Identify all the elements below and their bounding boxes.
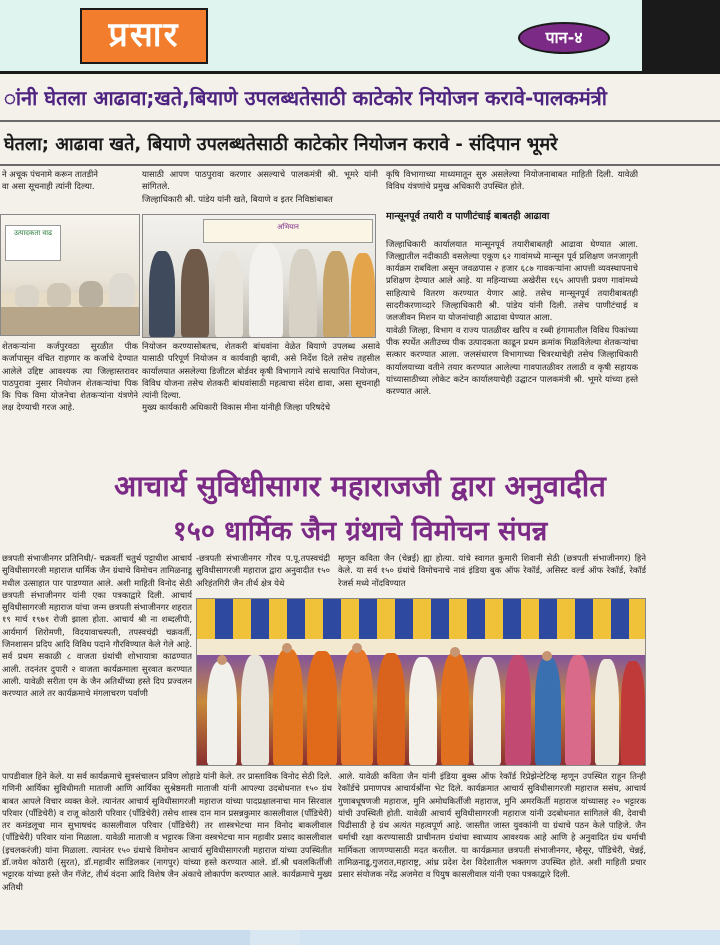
person-figure <box>289 249 317 338</box>
masthead <box>0 0 720 74</box>
person-figure <box>249 243 283 338</box>
table-front <box>1 307 140 336</box>
person-figure <box>595 659 619 766</box>
official-figure <box>15 285 39 307</box>
event-banner: अभियान <box>203 219 373 243</box>
person-figure <box>341 649 373 766</box>
official-figure <box>79 281 103 307</box>
newspaper-logo: प्रसार <box>80 8 208 64</box>
page-number-badge: पान-४ <box>518 22 610 54</box>
story2-col2: -छत्रपती संभाजीनगर गौरव प.पू.तपस्वचंद्री सुविधीसागरजी महाराज द्वारा अनुवादीत १५० अरिहंतगिरी जैन तीर्थ क्षेत्र येथे <box>196 553 330 588</box>
person-figure <box>351 253 375 338</box>
story1-col1-bottom: शेतकऱ्यांना कर्जपुरवठा सुरळीत पीक कर्जापासून वंचित राहणार क कर्जाचे देण्यात आलेले उद्दिष्ट आवश्यक त्या जिल्हास्तरावर पाठपुरावा नुसार नियोजन शेतकऱ्यांचा पिक कि पिक विमा योजनेचा शेतकऱ्यांना यंत्रणेने लक्ष देण्याची गरज आहे. <box>2 341 138 413</box>
screen-banner: उत्पादकता वाढ <box>5 225 61 261</box>
person-figure <box>565 655 591 766</box>
story2-bottom-right: आले. यावेळी कविता जैन यांनी इंडिया बुक्स ऑफ रेकॉर्ड रिप्रेझेन्टेटिव्ह म्हणून उपस्थित राहून तिन्ही रेकॉर्डचे प्रमाणपत्र आचार्यश्रींना भेट दिले. कार्यक्रमात आचार्य सुविधीसागरजी महाराज ससंघ, आचार्य गुणाबधूषणजी महाराज, मुनि अमोघकिर्तीजी महाराज, मुनि अमरकिर्ती महाराज यांच्यासह २० भट्टारक यांची उपस्थिती होती. यावेळी आचार्य सुविधीसागरजी महाराज यांनी उदबोधनात सांगितले की, देवाची पिढीसाठी हे ग्रंथ अत्यंत महत्वपूर्ण आहे. जास्तीत जास्त युवकांनी या ग्रंथाचे पठन केले पाहिजे. जैन धर्माची रक्षा करण्यासाठी प्राचीनतम ग्रंथांचा स्वाध्याय आवश्यक आहे आणि हे अनुवादित ग्रंथ धर्माची मार्मिकता जाणण्यासाठी मदत करतील. या कार्यक्रमात छत्रपती संभाजीनगर, म्हैसूर, पॉंडिचेरी, चेन्नई, तामिळनाडू,गुजरात,महाराष्ट्र, आंध्र प्रदेश देश विदेशातील भक्तगण उपस्थित होते. अशी माहिती प्रचार प्रसार संयोजक नरेंद्र अजमेरा व पियुष कासलीवाल यांनी एका पत्रकाद्वारे दिली. <box>338 771 646 880</box>
footer-strip <box>0 930 720 945</box>
felicitation-photo <box>142 214 376 338</box>
person-figure <box>149 251 175 338</box>
story1-col3-text: जिल्हाधिकारी कार्यालयात मान्सूनपूर्व तयारीबाबतही आढावा घेण्यात आला. जिल्ह्यातील नदीकाठी वसलेल्या एकूण ६२ गावांमध्ये मान्सून पूर्व प्रशिक्षण जनजागृती कार्यक्रम राबविला असून जवळपास २ हजार ६८७ गावकऱ्यांना आपत्ती व्यवस्थापनाचे प्रशिक्षण देण्यात आले आहे. या महिन्याच्या अखेरीस १६५ आपत्ती प्रवण गावांमध्ये साहित्याचे वितरण करण्यात येणार आहे. तसेच मान्सूनपूर्व तयारीबाबतही सादरीकरणाव्दारे जिल्हाधिकारी श्री. पांडेय यांनी दिली. तसेच पाणीटंचाई व जलजीवन मिशन या योजनांचाही आढावा घेण्यात आला. यावेळी जिल्हा, विभाग व राज्य पातळीवर खरिप व रब्बी हंगामातील विविध पिकांच्या पीक स्पर्धेत अतीउच्च पीक उत्पादकता काढून प्रथम क्रमांक मिळविलेल्या शेतकऱ्यांचा सत्कार करण्यात आला. जलसंधारण विभागाच्या चित्ररथाचेही तसेच जिल्हाधिकारी कार्यालयाच्या वतीने तयार करण्यात आलेल्या गावपातळीवर तलाठी व कृषी सहायक यांच्यासाठीच्या लोकेट कटेन कार्यालयाचेही उद्घाटन पालकमंत्री श्री. भूमरे यांच्या हस्ते करण्यात आले. <box>386 238 638 397</box>
story1-col3-top: कृषि विभागाच्या माध्यमातून सुरु असलेल्या नियोजनाबाबत माहिती दिली. यावेळी विविध यंत्रणांचे प्रमुख अधिकारी उपस्थित होते. <box>386 169 638 192</box>
head <box>352 643 362 653</box>
story1-col2-bottom: नियोजन करण्यासोबतच, शेतकरी बांधवांना वेळेत बियाणे उपलब्ध असावे यासाठी परिपूर्ण नियोजन व कार्यवाही व्हावी, असे निर्देश दिले तसेच तहसील कार्यालयात असलेल्या डिजीटल बोर्डवर कृषी विभागाने त्यांचे सत्यापित नियोजन, विविध योजना तसेच शेतकरी बांधवांसाठी महत्वाचा संदेश द्यावा, असा सूचनाही त्यांनी दिल्या. मुख्य कार्यकारी अधिकारी विकास मीना यांनीही जिल्हा परिषदेचे <box>142 341 380 413</box>
person-figure <box>377 653 405 766</box>
person-figure <box>621 661 645 766</box>
person-figure <box>207 661 237 766</box>
person-figure <box>441 653 469 766</box>
main-headline <box>0 466 720 552</box>
story1-col1-top: ने अचूक पंचनामे करून तातडीने वा असा सूचनाही त्यांनी दिल्या. <box>2 169 98 192</box>
story2-bottom-left: पापडीवाल हिने केले. या सर्व कार्यक्रमाचे सुत्रसंचालन प्रविण लोहाडे यांनी केले. तर प्रास्ताविक विनोद सेठी दिले. गणिनी आर्यिका सुविधीमती माताजी आणि आर्यिका सुश्रेष्ठमती माताजी यांनी आपल्या उदबोधनात १५० ग्रंथ बाबत आपले विचार व्यक्त केले. त्यानंतर आचार्य सुविधीसागरजी महाराज यांच्या पादप्रक्षालनाचा मान सिरवाल परिवार (पॉंडिचेरी) व राजू कोठारी परिवार (पॉंडिचेरी) तसेच शास्त्र दान मान प्रसन्नकुमार कासलीवाल (पॉंडिचेरी) तर कमंडलूचा मान सुभाषचंद कासलीवाल परिवार (पॉंडिचेरी) तर शास्त्रभेटचा मान विनोद बाकलीवाल (पॉंडिचेरी) परिवार यांना मिळाला. यावेळी माताजी व भट्टारक जिना वस्त्रभेटचा मान महावीर प्रसाद कासलीवाल (इचलकरंजी) यांना मिळाला. त्यानंतर १५० ग्रंथाचे विमोचन आचार्य सुविधीसागरजी महाराज यांच्या उपस्थितीत डॉ.जयेश कोठारी (सुरत), डॉ.महावीर सांडिलकर (नागपुर) यांच्या हस्ते करण्यात आले. डॉ.श्री धवलकिर्तीजी भट्टारक यांच्या हस्ते जैन गॅजेट, तीर्थ वंदना आदि विशेष जैन अंकाचे लोकार्पण करण्यात आले. कार्यक्रमाचे मुख्य अतिथी <box>2 771 332 892</box>
divider <box>0 164 720 166</box>
stage-backdrop <box>197 639 646 655</box>
story1-subhead: मान्सूनपूर्व तयारी व पाणीटंचाई बाबतही आढावा <box>386 211 550 223</box>
masthead-edge <box>642 0 720 74</box>
headline-second: घेतला; आढावा खते, बियाणे उपलब्धतेसाठी काटेकोर नियोजन करावे - संदिपान भूमरे <box>4 134 558 155</box>
footer-block <box>0 930 250 945</box>
stage-canopy <box>197 599 646 639</box>
granth-release-photo <box>196 598 646 766</box>
story1-col3-body <box>386 198 638 456</box>
main-headline-line1: आचार्य सुविधीसागर महाराजजी द्वारा अनुवादीत <box>114 469 606 503</box>
story1-col2-top: यासाठी आपण पाठपुरावा करणार असल्याचे पालकमंत्री श्री. भूमरे यांनी सांगितले. जिल्हाधिकारी श्री. पांडेय यांनी खते, बियाणे व इतर निविष्ठांबाबत <box>142 169 378 204</box>
person-figure <box>535 657 561 766</box>
story2-col3: म्हणून कविता जैन (चेन्नई) ह्या होत्या. यांचे स्वागत कुमारी शिवानी सेठी (छत्रपती संभाजीनगर) हिने केले. या सर्व १५० ग्रंथांचे विमोचनाचे नावं इंडिया बुक ऑफ रेकॉर्ड, असिस्ट वर्ल्ड ऑफ रेकॉर्ड, रेकॉर्ड रेजर्स मध्ये नोंदविण्यात <box>338 553 646 588</box>
person-figure <box>241 655 269 766</box>
meeting-photo <box>0 214 140 336</box>
person-figure <box>505 655 531 766</box>
person-figure <box>181 249 209 338</box>
person-figure <box>215 251 243 338</box>
head <box>282 643 292 653</box>
headline-top: ांनी घेतला आढावा;खते,बियाणे उपलब्धतेसाठी काटेकोर नियोजन करावे-पालकमंत्री <box>4 86 607 110</box>
person-figure <box>307 651 337 766</box>
person-figure <box>323 251 349 338</box>
head <box>450 647 460 657</box>
story2-col1: छत्रपती संभाजीनगर प्रतिनिधी/- चक्रवर्ती चतुर्थ पट्टाधीश आचार्य सुविधीसागरजी महाराज धार्मिक जैन ग्रंथाचे विमोचन तामिळनाडू मधील उत्साहात पार पाडण्यात आले. अशी माहिती विनोद सेठी छत्रपती संभाजीनगर यांनी एका पत्रकाद्वारे दिली. आचार्य सुविधीसागरजी महाराज यांचा जन्म छत्रपती संभाजीनगर शहरात १९ मार्च १९७१ रोजी झाला होता. आचार्य श्री ना शब्दलीपी, आर्यमार्ग शिरोमणी, विदयावाचस्पती, तपस्वचंद्री चक्रवर्ती, जिनशासन प्रदिप आदि विविध पदाने गौरविण्यात केले गेले आहे. सर्व प्रथम सकाळी ८ वाजता ग्रंथांची शोभायात्रा काढण्यात आली. तदनंतर दुपारी २ वाजता कार्यक्रमाला सुरवात करण्यात आली. यावेळी सरीता एम के जैन अतिथींच्या हस्ते दिप प्रज्वलन करण्यात आले तर कार्यक्रमाचे मंगलाचरण पर्वाणी <box>2 553 192 699</box>
official-figure <box>109 273 135 307</box>
person-figure <box>273 649 303 766</box>
head <box>217 655 227 665</box>
head <box>542 651 552 661</box>
divider <box>0 120 720 122</box>
main-headline-line2: १५० धार्मिक जैन ग्रंथाचे विमोचन संपन्न <box>172 516 548 547</box>
person-figure <box>409 657 437 766</box>
official-figure <box>47 283 71 307</box>
footer-block <box>300 930 720 945</box>
person-figure <box>473 657 501 766</box>
